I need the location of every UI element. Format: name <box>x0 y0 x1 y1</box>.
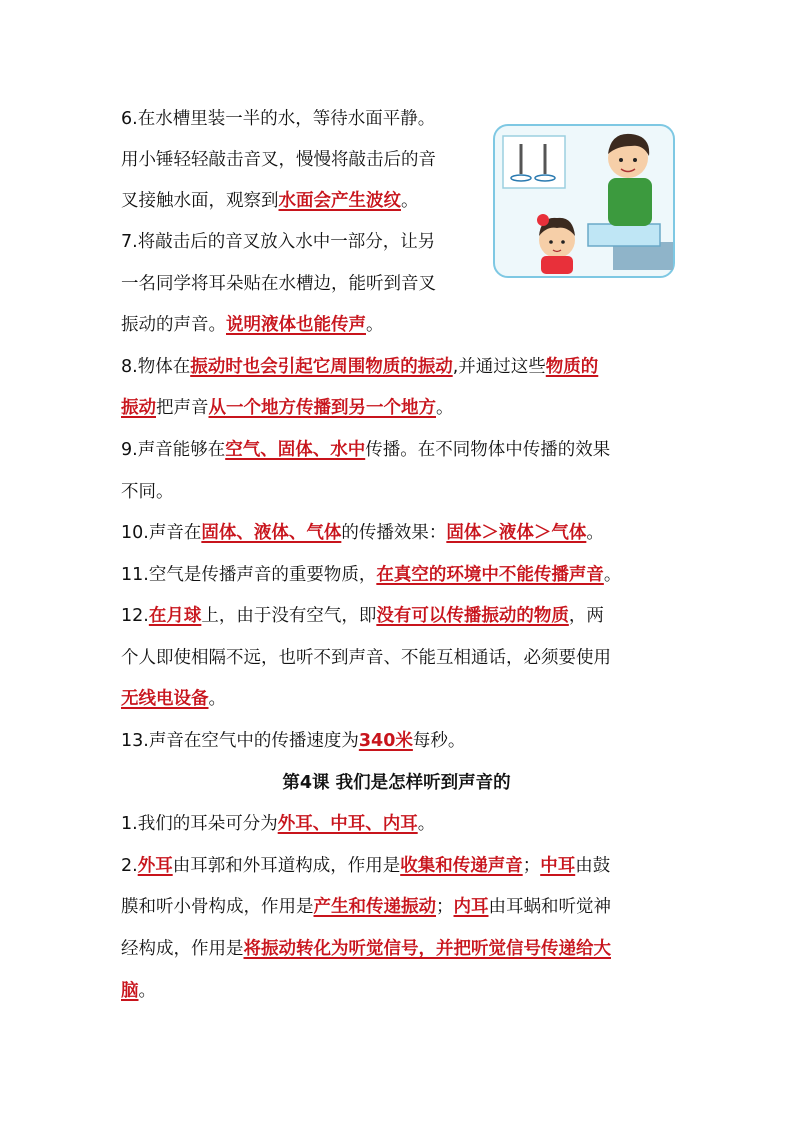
answer-highlight: 固体＞液体＞气体 <box>446 523 587 543</box>
text: 用小锤轻轻敲击音叉，慢慢将敲击后的音 <box>121 150 436 170</box>
text: ； <box>522 856 541 876</box>
answer-highlight: 收集和传递声音 <box>400 856 523 876</box>
text: 8.物体在 <box>121 357 191 377</box>
text: 上，由于没有空气，即 <box>201 606 377 626</box>
answer-highlight: 产生和传递振动 <box>313 897 436 917</box>
text: 膜和听小骨构成，作用是 <box>121 897 314 917</box>
text: 7.将敲击后的音叉放入水中一部分，让另 <box>121 232 436 252</box>
text-line-4 <box>121 230 435 254</box>
text: 由耳蜗和听觉神 <box>488 897 611 917</box>
answer-highlight: 振动时也会引起它周围物质的振动 <box>190 357 453 377</box>
text: 10.声音在 <box>121 523 202 543</box>
text: 9.声音能够在 <box>121 440 226 460</box>
text: 6.在水槽里装一半的水，等待水面平静。 <box>121 109 436 129</box>
text: 传播。在不同物体中传播的效果 <box>365 440 611 460</box>
text: 。 <box>366 315 384 335</box>
text: 由鼓 <box>575 856 611 876</box>
answer-highlight: 无线电设备 <box>121 689 209 709</box>
text: 。 <box>436 398 454 418</box>
text: ； <box>436 897 454 917</box>
text: 由耳郭和外耳道构成，作用是 <box>172 856 401 876</box>
answer-highlight: 没有可以传播振动的物质 <box>376 606 569 626</box>
answer-highlight: 外耳 <box>137 856 173 876</box>
text: 的传播效果： <box>341 523 447 543</box>
answer-highlight: 脑 <box>121 981 139 1001</box>
answer-highlight: 说明液体也能传声 <box>226 315 366 335</box>
text: 。 <box>586 523 604 543</box>
answer-highlight: 在真空的环境中不能传播声音 <box>376 565 604 585</box>
text-line-5 <box>121 272 436 296</box>
text-line-1 <box>121 107 435 131</box>
answer-highlight: 内耳 <box>453 897 489 917</box>
answer-highlight: 340米 <box>358 731 413 751</box>
answer-highlight: 从一个地方传播到另一个地方 <box>208 398 436 418</box>
text: ，两 <box>568 606 604 626</box>
text-line-3 <box>121 189 419 213</box>
text: 个人即使相隔不远，也听不到声音、不能互相通话，必须要使用 <box>121 648 611 668</box>
text: 。 <box>138 981 156 1001</box>
text-line-7 <box>121 355 598 379</box>
text: 经构成，作用是 <box>121 939 244 959</box>
text-line-11 <box>121 521 604 545</box>
answer-highlight: 将振动转化为听觉信号，并把听觉信号传递给大 <box>243 939 611 959</box>
text-line-9 <box>121 438 610 462</box>
text: 12. <box>121 606 149 626</box>
text: 每秒。 <box>412 731 466 751</box>
answer-highlight: 外耳、中耳、内耳 <box>277 814 418 834</box>
text-line-18 <box>121 854 610 878</box>
text: 。 <box>417 814 436 834</box>
experiment-illustration <box>493 124 675 278</box>
answer-highlight: 固体、液体、气体 <box>201 523 342 543</box>
text: 不同。 <box>121 482 174 502</box>
text: 。 <box>603 565 622 585</box>
text-line-15 <box>121 687 226 711</box>
text-line-14 <box>121 646 611 670</box>
text-line-16 <box>121 729 465 753</box>
text: 11.空气是传播声音的重要物质， <box>121 565 377 585</box>
text: 叉接触水面，观察到 <box>121 191 279 211</box>
answer-highlight: 物质的 <box>545 357 599 377</box>
text: 。 <box>401 191 419 211</box>
text: ,并通过这些 <box>452 357 546 377</box>
text: 1.我们的耳朵可分为 <box>121 814 278 834</box>
text: 把声音 <box>156 398 209 418</box>
answer-highlight: 空气、固体、水中 <box>225 440 366 460</box>
text-line-21 <box>121 979 156 1003</box>
text: 一名同学将耳朵贴在水槽边，能听到音叉 <box>121 274 436 294</box>
text-line-20 <box>121 937 611 961</box>
answer-highlight: 水面会产生波纹 <box>278 191 401 211</box>
text: 13.声音在空气中的传播速度为 <box>121 731 359 751</box>
lesson-heading: 第4课 我们是怎样听到声音的 <box>282 773 511 793</box>
text-line-10 <box>121 480 174 504</box>
text: 振动的声音。 <box>121 315 226 335</box>
text-line-13 <box>121 604 604 628</box>
text: 2. <box>121 856 138 876</box>
text-line-8 <box>121 396 454 420</box>
text-line-6 <box>121 313 384 337</box>
text: 。 <box>208 689 226 709</box>
text-line-19 <box>121 895 611 919</box>
text-line-17 <box>121 812 435 836</box>
answer-highlight: 在月球 <box>148 606 202 626</box>
answer-highlight: 振动 <box>121 398 156 418</box>
text-line-2 <box>121 148 436 172</box>
text-line-12 <box>121 563 621 587</box>
answer-highlight: 中耳 <box>540 856 576 876</box>
